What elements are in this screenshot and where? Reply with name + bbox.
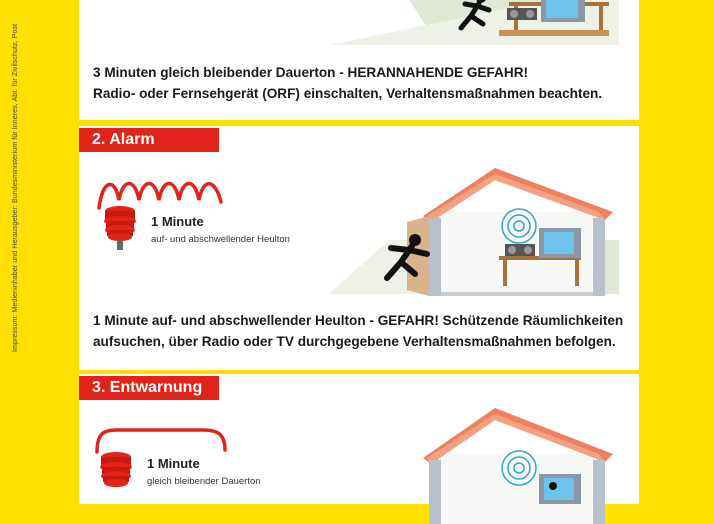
signal-tone: auf- und abschwellender Heulton — [151, 234, 290, 245]
signal-duration: 1 Minute — [151, 214, 204, 229]
radio-icon — [505, 244, 535, 256]
house-illustration-icon — [329, 404, 629, 524]
description-line: aufsuchen, über Radio oder TV durchgegebene Verhaltensmaßnahmen befolgen. — [93, 334, 616, 349]
description-line: 1 Minute auf- und abschwellender Heulton - GEFAHR! Schützende Räumlichkeiten — [93, 313, 624, 328]
tv-icon — [541, 0, 585, 22]
running-person-icon — [375, 234, 435, 284]
house-illustration-icon — [329, 160, 629, 300]
section-all-clear-card — [79, 374, 639, 504]
section-badge: 3. Entwarnung — [79, 376, 219, 400]
tv-icon — [539, 474, 581, 504]
section-badge: 2. Alarm — [79, 128, 219, 152]
siren-icon — [98, 450, 138, 490]
alarm-description — [93, 310, 633, 352]
tv-icon — [539, 228, 581, 258]
running-person-icon — [449, 0, 499, 34]
signal-duration: 1 Minute — [147, 456, 200, 471]
section-alarm-card — [79, 126, 639, 370]
imprint-vertical-text — [10, 0, 24, 490]
description-line: Radio- oder Fernsehgerät (ORF) einschalten, Verhaltensmaßnahmen beachten. — [93, 86, 603, 101]
warning-description — [93, 62, 633, 104]
imprint-text: Impressum: Medieninhaber und Herausgeber: Bundesministerium für Inneres, Abt. für Zivilschutz, Post — [12, 23, 19, 352]
radio-icon — [507, 8, 537, 20]
signal-tone: gleich bleibender Dauerton — [147, 476, 261, 487]
siren-icon — [102, 204, 142, 252]
description-line: 3 Minuten gleich bleibender Dauerton - HERANNAHENDE GEFAHR! — [93, 65, 529, 80]
house-illustration-icon — [79, 0, 639, 60]
section-warning-card — [79, 0, 639, 120]
